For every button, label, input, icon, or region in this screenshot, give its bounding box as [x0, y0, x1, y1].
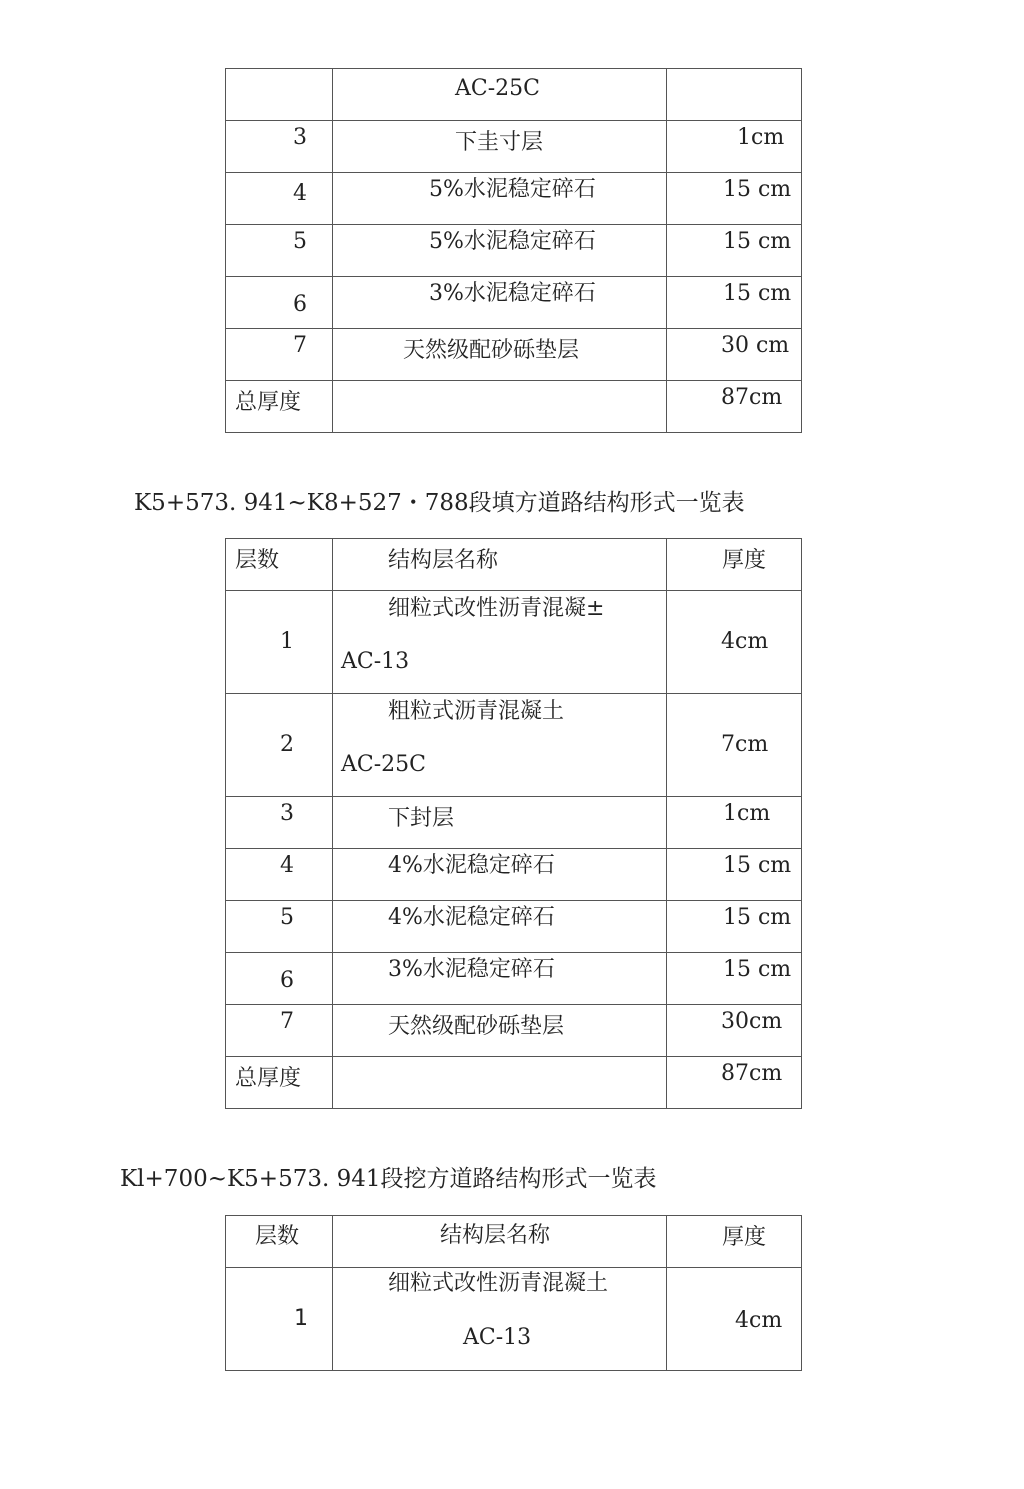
table-row-total [226, 1057, 802, 1109]
cell-thickness [667, 173, 802, 225]
layer-name: 4%水泥稳定碎石 [388, 853, 555, 878]
cell-name [333, 225, 667, 277]
layer-number: 5 [293, 229, 307, 254]
layer-name: 3%水泥稳定碎石 [388, 957, 555, 982]
cell-name [333, 797, 667, 849]
cell-thickness [667, 797, 802, 849]
cell-name [333, 901, 667, 953]
layer-number: 3 [280, 801, 294, 826]
layer-thickness: 4cm [735, 1308, 783, 1333]
layer-code: AC-13 [463, 1325, 532, 1350]
cell-thickness [667, 694, 802, 797]
layer-thickness: 30 cm [721, 333, 790, 358]
cell-name [333, 953, 667, 1005]
table-row [226, 901, 802, 953]
layer-thickness: 15 cm [723, 281, 792, 306]
layer-name: 5%水泥稳定碎石 [429, 177, 596, 202]
layer-thickness: 30cm [721, 1009, 783, 1034]
layer-thickness: 15 cm [723, 177, 792, 202]
total-label: 总厚度 [235, 390, 302, 415]
cell-thickness [667, 901, 802, 953]
table-fill-section [225, 538, 802, 1109]
cell-thickness [667, 591, 802, 694]
table-row-total [226, 381, 802, 433]
table-row [226, 953, 802, 1005]
cell-name [333, 329, 667, 381]
cell-num [226, 69, 333, 121]
layer-number: 1 [280, 629, 294, 654]
cell-num [226, 591, 333, 694]
table-row [226, 1268, 802, 1371]
layer-thickness: 7cm [721, 732, 769, 757]
layer-name: 5%水泥稳定碎石 [429, 229, 596, 254]
cell-thickness [667, 329, 802, 381]
cell-num [226, 277, 333, 329]
table-row [226, 1005, 802, 1057]
layer-name: 天然级配砂砾垫层 [388, 1014, 565, 1039]
cell-num [226, 849, 333, 901]
table-row [226, 277, 802, 329]
cell-name [333, 1005, 667, 1057]
cell-num [226, 173, 333, 225]
table-row [226, 225, 802, 277]
cell-num [226, 381, 333, 433]
layer-name: 细粒式改性沥青混凝± [388, 596, 605, 621]
header-num: 层数 [226, 539, 333, 591]
table-row [226, 173, 802, 225]
cell-num [226, 225, 333, 277]
table-continued [225, 68, 802, 433]
cell-thickness [667, 69, 802, 121]
layer-name: 细粒式改性沥青混凝土 [388, 1271, 609, 1296]
layer-number: 6 [293, 292, 307, 317]
table-row [226, 849, 802, 901]
cell-thickness [667, 849, 802, 901]
cell-name [333, 69, 667, 121]
cell-thickness [667, 121, 802, 173]
layer-thickness: 1cm [737, 125, 785, 150]
layer-number: 7 [280, 1009, 294, 1034]
table-row [226, 329, 802, 381]
table-caption-cut: Kl+700~K5+573. 941段挖方道路结构形式一览表 [120, 1166, 657, 1192]
header-thickness: 厚度 [667, 539, 802, 591]
cell-thickness [667, 381, 802, 433]
layer-name: 下圭寸层 [455, 130, 544, 155]
layer-code: AC-25C [341, 752, 426, 777]
layer-thickness: 15 cm [723, 905, 792, 930]
layer-number: 3 [293, 125, 307, 150]
total-thickness: 87cm [721, 1061, 783, 1086]
table-header-row [226, 1216, 802, 1268]
cell-thickness [667, 277, 802, 329]
layer-name: 4%水泥稳定碎石 [388, 905, 555, 930]
table-row [226, 797, 802, 849]
layer-code: AC-13 [341, 649, 410, 674]
layer-number: 4 [293, 181, 307, 206]
layer-name: 下封层 [388, 806, 455, 831]
layer-number: 5 [280, 905, 294, 930]
layer-thickness: 15 cm [723, 853, 792, 878]
cell-name [333, 694, 667, 797]
cell-name [333, 1268, 667, 1371]
cell-num [226, 694, 333, 797]
cell-thickness [667, 953, 802, 1005]
table-cut-section [225, 1215, 802, 1371]
cell-thickness [667, 1057, 802, 1109]
cell-num [226, 953, 333, 1005]
layer-thickness: 4cm [721, 629, 769, 654]
cell-num [226, 121, 333, 173]
header-name: 结构层名称 [333, 1216, 667, 1268]
header-num: 层数 [226, 1216, 333, 1268]
cell-num [226, 1268, 333, 1371]
cell-name [333, 591, 667, 694]
header-thickness: 厚度 [667, 1216, 802, 1268]
cell-name [333, 381, 667, 433]
layer-thickness: 1cm [723, 801, 771, 826]
cell-num [226, 901, 333, 953]
cell-num [226, 329, 333, 381]
cell-thickness [667, 225, 802, 277]
table-row [226, 121, 802, 173]
cell-name [333, 1057, 667, 1109]
cell-name [333, 121, 667, 173]
layer-number: 2 [280, 732, 294, 757]
table-row [226, 69, 802, 121]
total-label: 总厚度 [235, 1066, 302, 1091]
cell-thickness [667, 1268, 802, 1371]
cell-name [333, 849, 667, 901]
layer-thickness: 15 cm [723, 229, 792, 254]
layer-name: 粗粒式沥青混凝土 [388, 699, 565, 724]
cell-num [226, 1005, 333, 1057]
cell-name [333, 277, 667, 329]
layer-number: 6 [280, 968, 294, 993]
table-row [226, 694, 802, 797]
header-name: 结构层名称 [333, 539, 667, 591]
layer-name: AC-25C [455, 76, 540, 101]
total-thickness: 87cm [721, 385, 783, 410]
layer-number: 7 [293, 333, 307, 358]
layer-name: 天然级配砂砾垫层 [403, 338, 580, 363]
table-caption-fill: K5+573. 941~K8+527・788段填方道路结构形式一览表 [134, 490, 745, 516]
table-row [226, 591, 802, 694]
cell-name [333, 173, 667, 225]
layer-name: 3%水泥稳定碎石 [429, 281, 596, 306]
layer-thickness: 15 cm [723, 957, 792, 982]
cell-num [226, 797, 333, 849]
layer-number: 4 [280, 853, 294, 878]
layer-number: 1 [294, 1306, 308, 1331]
cell-num [226, 1057, 333, 1109]
cell-thickness [667, 1005, 802, 1057]
table-header-row [226, 539, 802, 591]
